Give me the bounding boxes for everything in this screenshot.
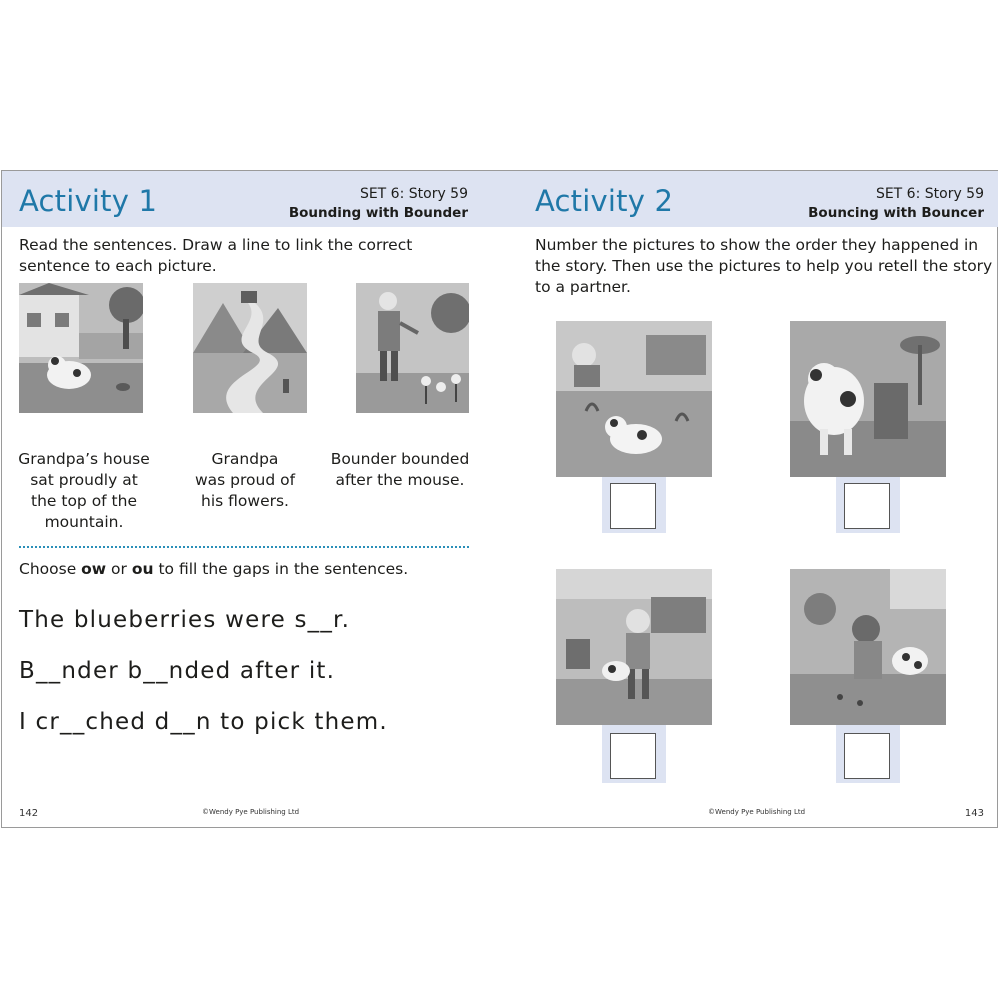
dotted-divider xyxy=(19,546,469,548)
left-set-info xyxy=(289,185,468,223)
right-instruction: Number the pictures to show the order they happened in the story. Then use the pictures to help you retell the story to a partner. xyxy=(535,236,993,296)
number-tab-2 xyxy=(836,475,900,533)
sequence-picture-girl-and-dog xyxy=(556,321,712,477)
picture-grandpa-flowers xyxy=(356,283,469,413)
left-instruction: Read the sentences. Draw a line to link the correct sentence to each picture. xyxy=(19,236,413,275)
left-set-label: SET 6: Story 59 xyxy=(359,186,468,202)
sequence-picture-girl-picking xyxy=(790,569,946,725)
sequence-picture-dog-and-stump xyxy=(790,321,946,477)
gap-sentence-2: B__nder b__nded after it. xyxy=(19,658,336,684)
number-tab-3 xyxy=(602,725,666,783)
right-set-label: SET 6: Story 59 xyxy=(875,186,984,202)
activity-2-title: Activity 2 xyxy=(535,184,674,218)
caption-grandpa-proud: Grandpa was proud of his flowers. xyxy=(194,450,296,510)
left-page-number: 142 xyxy=(19,808,39,819)
number-box-3[interactable] xyxy=(610,733,656,779)
picture-mountain-road xyxy=(193,283,307,413)
caption-grandpas-house: Grandpa’s house sat proudly at the top of the mountain. xyxy=(18,450,150,531)
number-box-2[interactable] xyxy=(844,483,890,529)
picture-house-dog xyxy=(19,283,143,413)
caption-bounder-bounded: Bounder bounded after the mouse. xyxy=(330,450,470,489)
right-set-info xyxy=(808,185,984,223)
right-story-title: Bouncing with Bouncer xyxy=(808,205,984,221)
right-copyright: ©Wendy Pye Publishing Ltd xyxy=(708,808,806,816)
gap-sentence-3: I cr__ched d__n to pick them. xyxy=(19,709,388,735)
right-page-number: 143 xyxy=(964,808,984,819)
left-page xyxy=(2,171,500,827)
number-tab-4 xyxy=(836,725,900,783)
left-story-title: Bounding with Bounder xyxy=(288,205,468,221)
number-box-1[interactable] xyxy=(610,483,656,529)
choose-instruction: Choose ow or ou to fill the gaps in the sentences. xyxy=(19,560,409,578)
sequence-picture-girl-dancing xyxy=(556,569,712,725)
book-spread xyxy=(1,170,998,828)
number-box-4[interactable] xyxy=(844,733,890,779)
number-tab-1 xyxy=(602,475,666,533)
left-copyright: ©Wendy Pye Publishing Ltd xyxy=(202,808,300,816)
right-page xyxy=(500,171,998,827)
gap-sentence-1: The blueberries were s__r. xyxy=(19,607,351,633)
activity-1-title: Activity 1 xyxy=(19,184,158,218)
